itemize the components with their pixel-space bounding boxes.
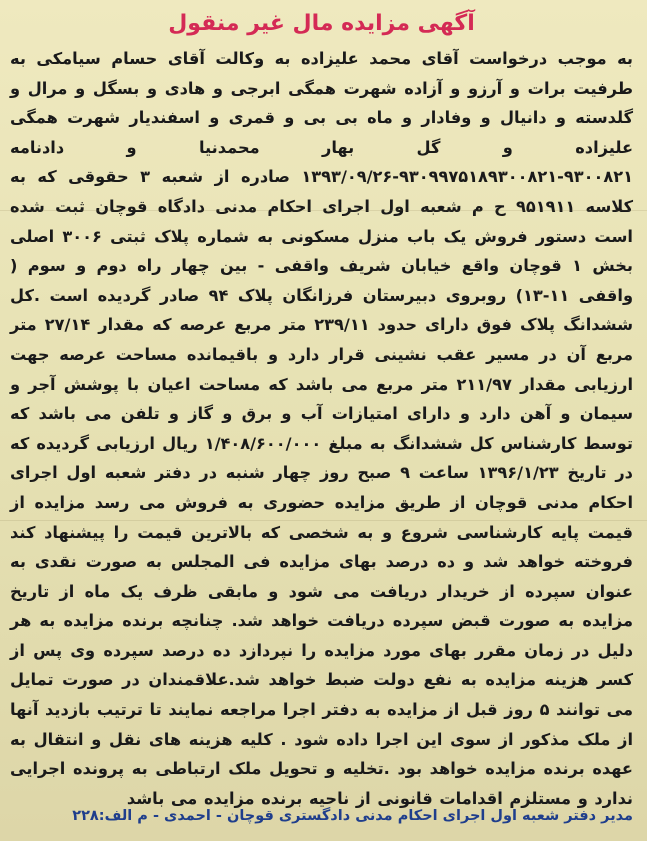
- notice-body: [10, 44, 633, 813]
- paper-crease: [0, 210, 647, 211]
- notice-signature: مدیر دفتر شعبه اول اجرای احکام مدنی دادگستری قوچان - احمدی - م الف:۲۲۸: [72, 808, 633, 824]
- notice-title: آگهی مزایده مال غیر منقول: [168, 11, 475, 36]
- notice-body-text: به موجب درخواست آقای محمد علیزاده به وکالت آقای حسام سیامکی به طرفیت برات و آرزو و آزاده شهرت همگی ابرجی و هادی و بسگل و مرال و گلدسته و دانیال و وفادار و ماه بی بی و قمری و اسفندیار شهرت همگی علیزاده و گل بهار محمدنیا و دادنامه ۹۳۰۰۸۲۱-۹۳۰۹۹۷۵۱۸۹۳۰۰۸۲۱-۱۳۹۳/۰۹/۲۶ صادره از شعبه ۳ حقوقی که به کلاسه ۹۵۱۹۱۱ ح م شعبه اول اجرای احکام مدنی دادگاه قوچان ثبت شده است دستور فروش یک باب منزل مسکونی به شماره پلاک ثبتی ۳۰۰۶ اصلی بخش ۱ قوچان واقع خیابان شریف واقفی - بین چهار راه دوم و سوم ( واقفی ۱۱-۱۳) روبروی دبیرستان فرزانگان پلاک ۹۴ صادر گردیده است .کل ششدانگ پلاک فوق دارای حدود ۲۳۹/۱۱ متر مربع عرصه که مقدار ۲۷/۱۴ متر مربع آن در مسیر عقب نشینی قرار دارد و باقیمانده مساحت عرصه جهت ارزیابی مقدار ۲۱۱/۹۷ متر مربع می باشد که مساحت اعیان با پوشش آجر و سیمان و آهن دارد و دارای امتیازات آب و برق و گاز و تلفن می باشد که توسط کارشناس کل ششدانگ به مبلغ ۱/۴۰۸/۶۰۰/۰۰۰ ریال ارزیابی گردیده که در تاریخ ۱۳۹۶/۱/۲۳ ساعت ۹ صبح روز چهار شنبه در دفتر شعبه اول اجرای احکام مدنی قوچان از طریق مزایده حضوری به فروش می رسد مزایده از قیمت پایه کارشناسی شروع و به شخصی که بالاترین قیمت را پیشنهاد کند فروخته خواهد شد و ده درصد بهای مزایده فی المجلس به صورت نقدی به عنوان سپرده از خریدار دریافت می شود و مابقی ظرف یک ماه از تاریخ مزایده به صورت قبض سپرده دریافت خواهد شد. چنانچه برنده مزایده به هر دلیل در زمان مقرر بهای مورد مزایده را نپردازد ده درصد سپرده وی پس از کسر هزینه مزایده به نفع دولت ضبط خواهد شد.علاقمندان در صورت تمایل می توانند ۵ روز قبل از مزایده به دفتر اجرا مراجعه نمایند تا ترتیب بازدید آنها از ملک مذکور از سوی این اجرا داده شود . کلیه هزینه های نقل و انتقال به عهده برنده مزایده خواهد بود .تخلیه و تحویل ملک ارتباطی به پرونده اجرایی ندارد و مستلزم اقدامات قانونی از ناحیه برنده مزایده می باشد: [10, 49, 634, 808]
- paper-crease: [0, 520, 647, 521]
